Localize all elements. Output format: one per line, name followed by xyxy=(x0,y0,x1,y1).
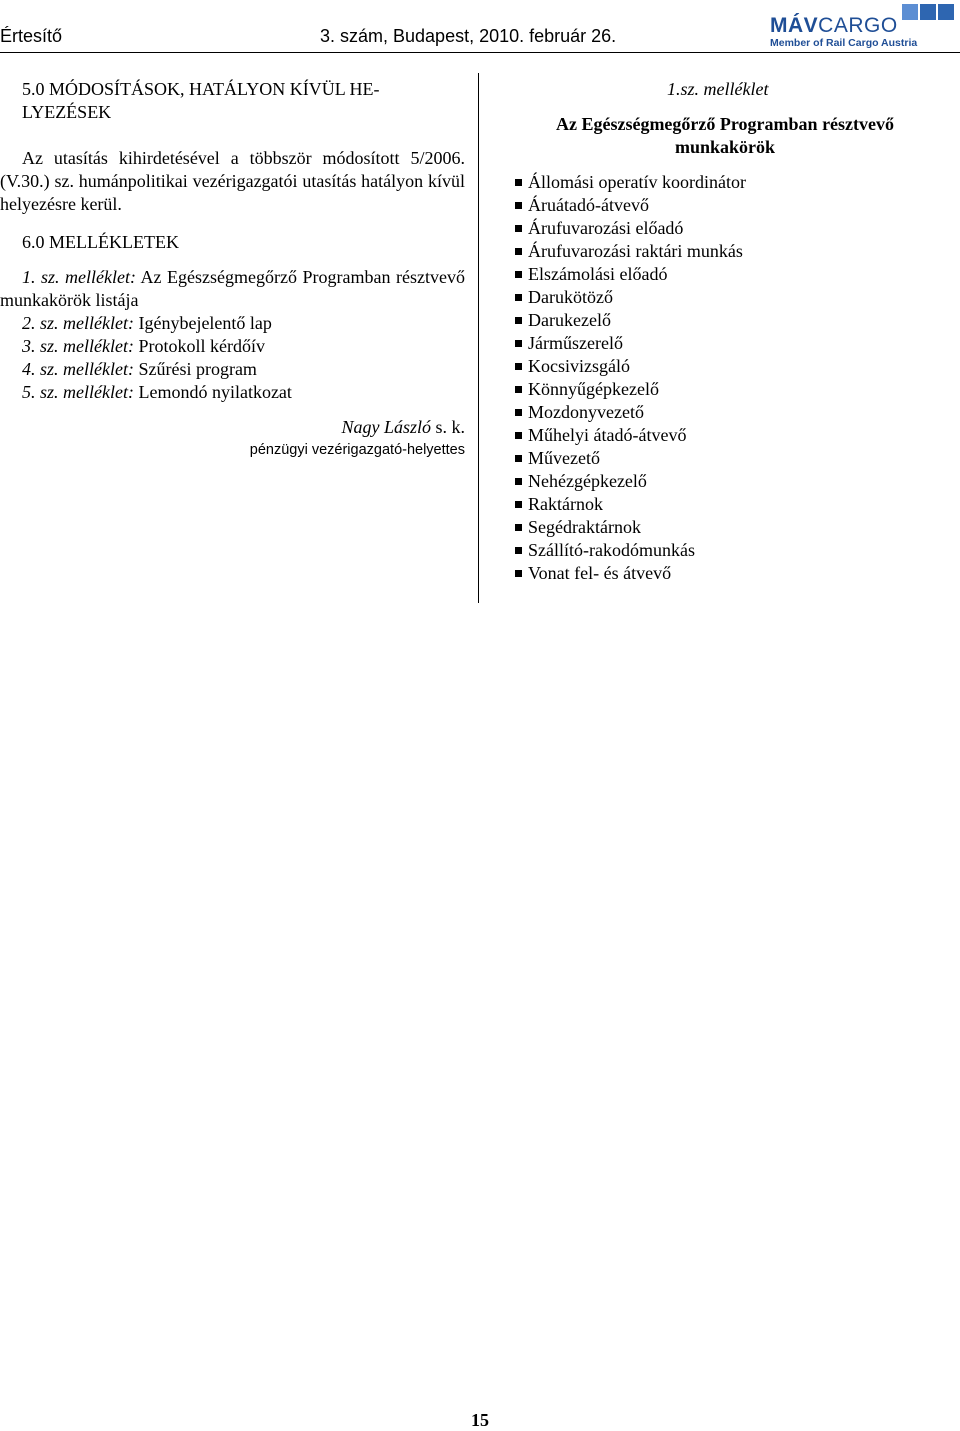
annex-ref: 5. sz. melléklet: xyxy=(22,382,134,402)
page-number: 15 xyxy=(471,1410,489,1430)
annex-text: Protokoll kérdőív xyxy=(138,336,265,356)
list-item: Könnyűgépkezelő xyxy=(515,378,955,401)
annex-text: Az Egészségmegőrző Programban résztvevő munkakörök listája xyxy=(0,267,465,310)
list-item: Segédraktárnok xyxy=(515,516,955,539)
section5-text: Az utasítás kihirdetésével a többször módosított 5/2006. (V.30.) sz. humánpolitikai vezérigazgatói utasítás hatályon kívül helyezésre kerül. xyxy=(0,148,465,214)
section6-title: 6.0 MELLÉKLETEK xyxy=(22,232,179,252)
annex-item-3 xyxy=(0,335,465,358)
list-item: Állomási operatív koordinátor xyxy=(515,171,955,194)
list-item: Nehézgépkezelő xyxy=(515,470,955,493)
list-item: Járműszerelő xyxy=(515,332,955,355)
annex-ref: 3. sz. melléklet: xyxy=(22,336,134,356)
left-column xyxy=(0,78,465,462)
signature-suffix: s. k. xyxy=(435,417,465,437)
right-column xyxy=(495,78,955,585)
header-issue: 3. szám, Budapest, 2010. február 26. xyxy=(320,26,617,46)
list-item: Művezető xyxy=(515,447,955,470)
list-item: Árufuvarozási előadó xyxy=(515,217,955,240)
header-publication: Értesítő xyxy=(0,26,63,46)
annex-item-2 xyxy=(0,312,465,335)
signature-title: pénzügyi vezérigazgató-helyettes xyxy=(249,442,465,458)
list-item: Műhelyi átadó-átvevő xyxy=(515,424,955,447)
list-item: Elszámolási előadó xyxy=(515,263,955,286)
list-item: Árufuvarozási raktári munkás xyxy=(515,240,955,263)
list-item: Raktárnok xyxy=(515,493,955,516)
header-rule xyxy=(0,52,960,53)
annex-label: 1.sz. melléklet xyxy=(667,79,769,99)
annex-ref: 1. sz. melléklet: xyxy=(22,267,137,287)
list-item: Darukötöző xyxy=(515,286,955,309)
list-item: Mozdonyvezető xyxy=(515,401,955,424)
annex-text: Igénybejelentő lap xyxy=(138,313,272,333)
list-item: Darukezelő xyxy=(515,309,955,332)
annex-title: Az Egészségmegőrző Programban résztvevő munkakörök xyxy=(555,114,895,157)
mavcargo-logo xyxy=(770,0,960,50)
list-item: Szállító-rakodómunkás xyxy=(515,539,955,562)
annex-ref: 2. sz. melléklet: xyxy=(22,313,134,333)
logo-mav: MÁV xyxy=(770,14,819,37)
job-list xyxy=(495,171,955,585)
list-item: Kocsivizsgáló xyxy=(515,355,955,378)
signature xyxy=(0,416,465,439)
annex-text: Szűrési program xyxy=(138,359,257,379)
list-item: Vonat fel- és átvevő xyxy=(515,562,955,585)
logo-squares-icon xyxy=(900,4,954,20)
annex-item-4 xyxy=(0,358,465,381)
column-divider xyxy=(478,73,479,603)
annex-item-1 xyxy=(0,266,465,312)
annex-item-5 xyxy=(0,381,465,404)
logo-cargo: CARGO xyxy=(818,14,898,37)
list-item: Áruátadó-átvevő xyxy=(515,194,955,217)
logo-subtitle: Member of Rail Cargo Austria xyxy=(770,37,918,49)
annex-ref: 4. sz. melléklet: xyxy=(22,359,134,379)
signature-name: Nagy László xyxy=(341,417,431,437)
annex-text: Lemondó nyilatkozat xyxy=(138,382,292,402)
section5-title: 5.0 MÓDOSÍTÁSOK, HATÁLYON KÍVÜL HE-LYEZÉSEK xyxy=(22,79,380,122)
